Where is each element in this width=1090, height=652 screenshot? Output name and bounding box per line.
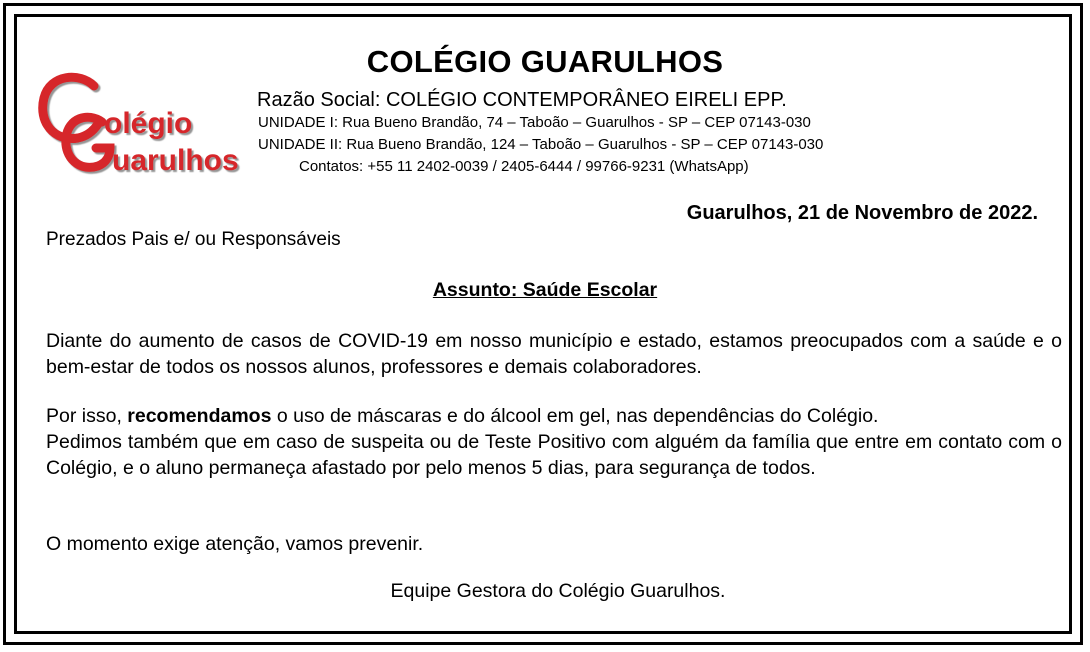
paragraph-1: Diante do aumento de casos de COVID-19 em nosso município e estado, estamos preocupados com a saúde e o bem-estar de todos os nossos alunos, professores e demais colaboradores. xyxy=(46,330,1062,378)
contacts: Contatos: +55 11 2402-0039 / 2405-6444 / 99766-9231 (WhatsApp) xyxy=(299,158,749,175)
school-logo xyxy=(36,66,262,180)
logo-line1: olégio xyxy=(104,107,193,140)
address-unit-2: UNIDADE II: Rua Bueno Brandão, 124 – Taboão – Guarulhos - SP – CEP 07143-030 xyxy=(258,136,824,153)
greeting: Prezados Pais e/ ou Responsáveis xyxy=(46,229,341,250)
legal-name: Razão Social: COLÉGIO CONTEMPORÂNEO EIRELI EPP. xyxy=(257,89,787,111)
signature: Equipe Gestora do Colégio Guarulhos. xyxy=(390,580,726,602)
paragraph-2-rest: o uso de máscaras e do álcool em gel, nas dependências do Colégio. xyxy=(271,405,879,427)
paragraph-2 xyxy=(46,403,1062,481)
address-unit-1: UNIDADE I: Rua Bueno Brandão, 74 – Taboão – Guarulhos - SP – CEP 07143-030 xyxy=(258,114,811,131)
school-name: COLÉGIO GUARULHOS xyxy=(366,44,724,79)
logo-line2: uarulhos xyxy=(112,144,239,177)
subject-heading: Assunto: Saúde Escolar xyxy=(432,279,658,301)
letter-date: Guarulhos, 21 de Novembro de 2022. xyxy=(686,202,1038,224)
paragraph-3: O momento exige atenção, vamos prevenir. xyxy=(46,533,424,555)
paragraph-2-lead: Por isso, xyxy=(46,405,128,427)
paragraph-2-continuation: Pedimos também que em caso de suspeita ou de Teste Positivo com alguém da família que entre em contato com o Colégio, e o aluno permaneça afastado por pelo menos 5 dias, para segurança de todos. xyxy=(46,431,1062,479)
paragraph-2-emphasis: recomendamos xyxy=(127,405,272,427)
